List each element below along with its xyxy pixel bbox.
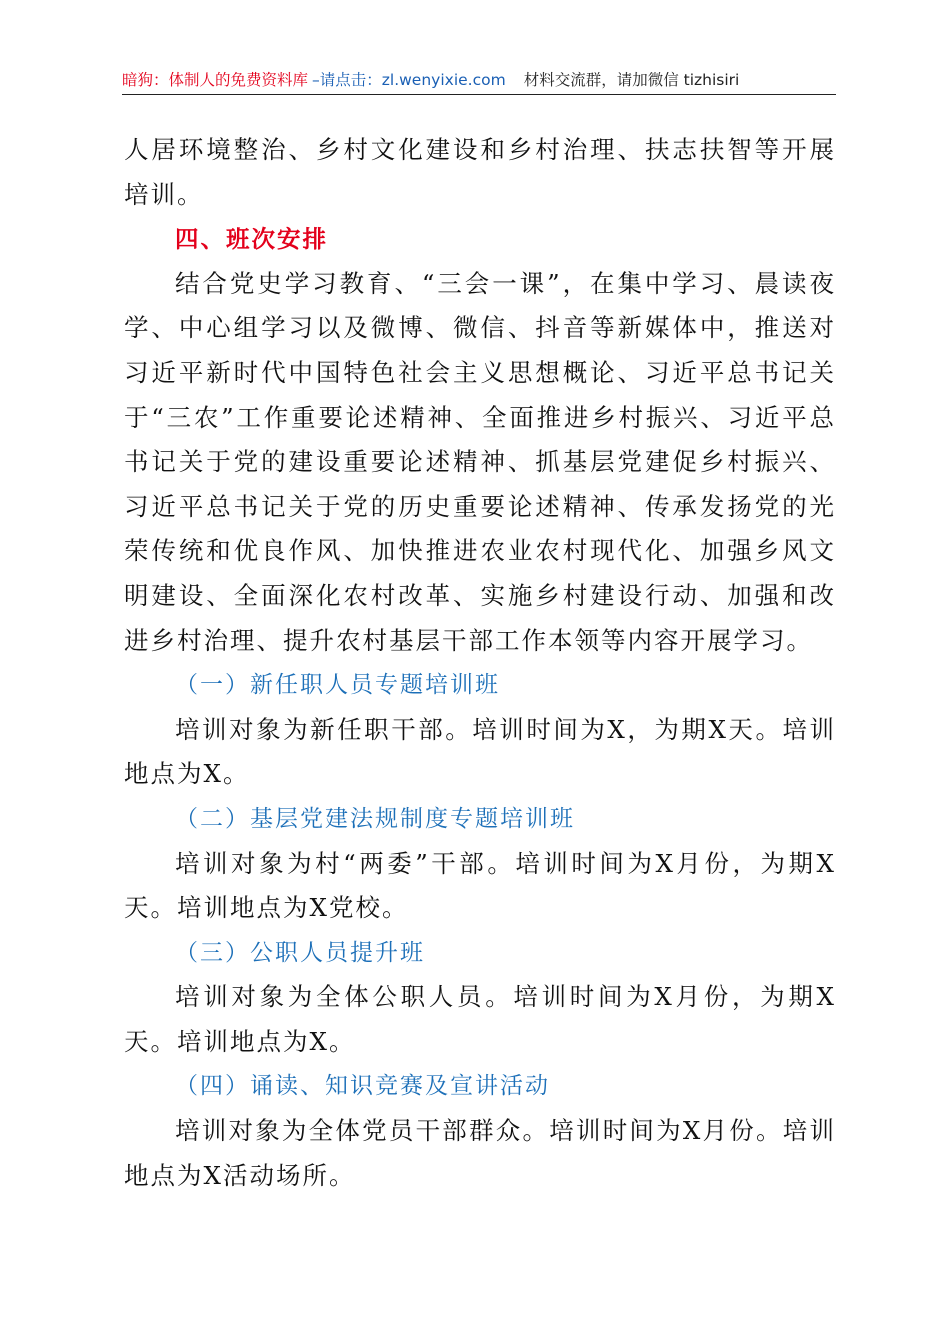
subheading-4: （四）诵读、知识竞赛及宣讲活动 (175, 1073, 550, 1100)
header-site-name: 暗狗：体制人的免费资料库 (122, 71, 309, 89)
subsection-4-body: 培训对象为全体党员干部群众。培训时间为X月份。培训地点为X活动场所。 (124, 1116, 836, 1190)
document-body (124, 128, 836, 1198)
subsection-2-body: 培训对象为村“两委”干部。培训时间为X月份，为期X天。培训地点为X党校。 (124, 848, 836, 923)
subsection-1-body: 培训对象为新任职干部。培训时间为X，为期X天。培训地点为X。 (124, 714, 836, 789)
section-heading-4: 四、班次安排 (175, 225, 328, 254)
header-wechat-note: 材料交流群，请加微信 tizhisiri (523, 71, 740, 89)
subsection-3-body: 培训对象为全体公职人员。培训时间为X月份，为期X天。培训地点为X。 (124, 982, 836, 1056)
paragraph-continued: 人居环境整治、乡村文化建设和乡村治理、扶志扶智等开展培训。 (124, 135, 836, 209)
page-header (122, 66, 836, 95)
subheading-3: （三）公职人员提升班 (175, 939, 425, 966)
subheading-2: （二）基层党建法规制度专题培训班 (175, 805, 575, 832)
section-4-body: 结合党史学习教育、“三会一课”，在集中学习、晨读夜学、中心组学习以及微博、微信、抖音等新媒体中，推送对习近平新时代中国特色社会主义思想概论、习近平总书记关于“三农”工作重要论述精神、全面推进乡村振兴、习近平总书记关于党的建设重要论述精神、抓基层党建促乡村振兴、习近平总书记关于党的历史重要论述精神、传承发扬党的光荣传统和优良作风、加快推进农业农村现代化、加强乡风文明建设、全面深化农村改革、实施乡村建设行动、加强和改进乡村治理、提升农村基层干部工作本领等内容开展学习。 (124, 268, 836, 655)
subheading-1: （一）新任职人员专题培训班 (175, 672, 500, 699)
header-link[interactable]: –请点击：zl.wenyixie.com (312, 71, 506, 89)
